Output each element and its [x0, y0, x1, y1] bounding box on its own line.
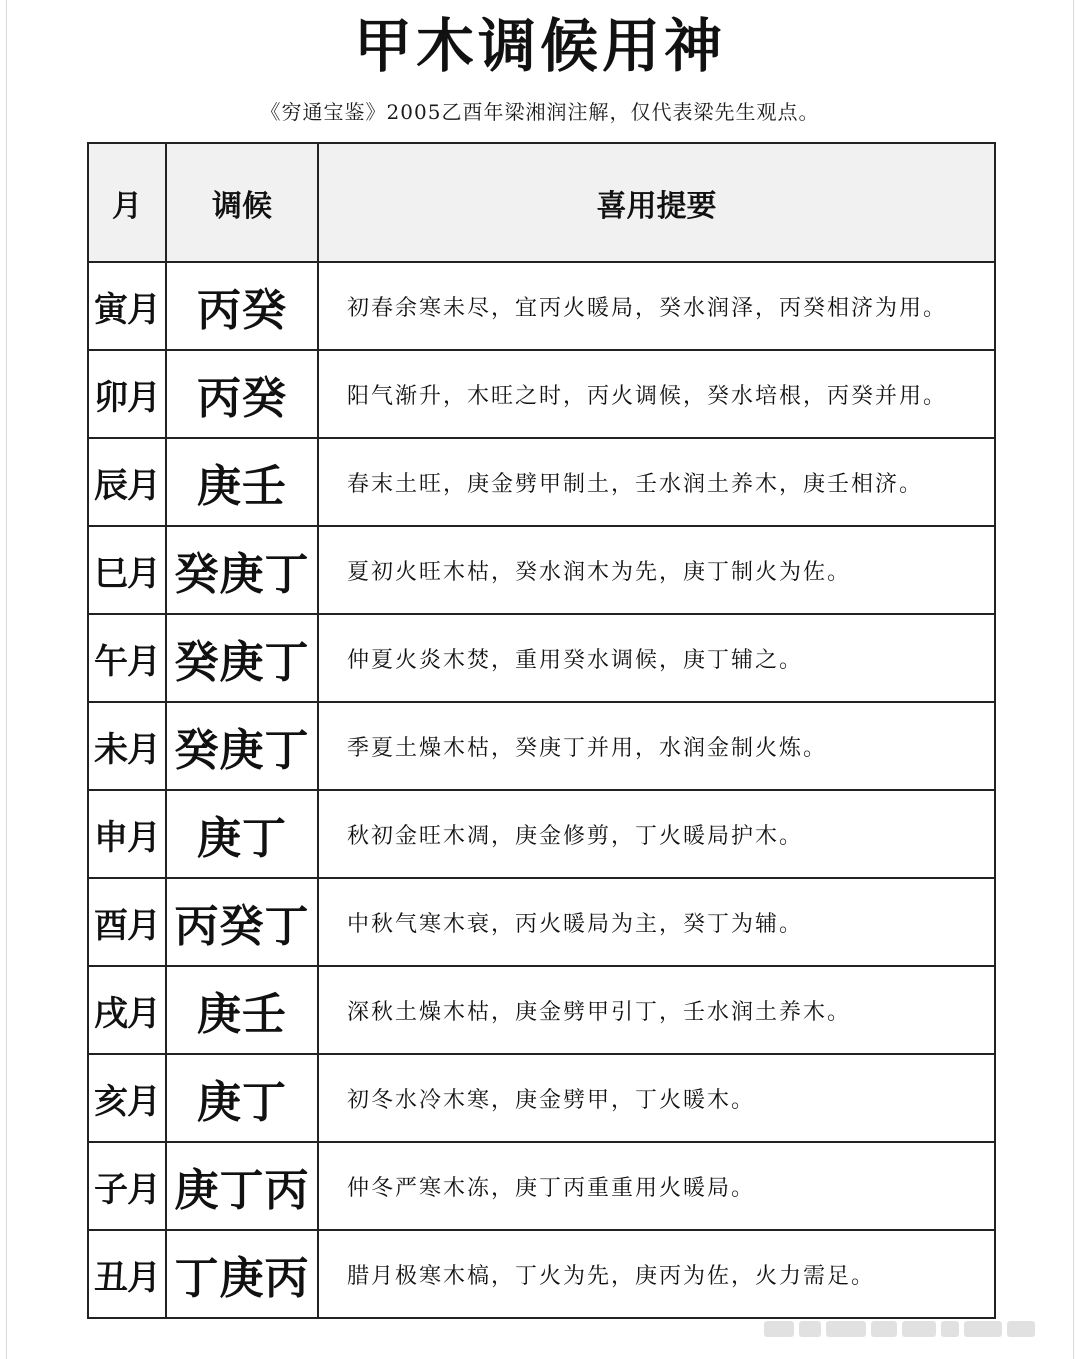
month-cell: 寅月	[88, 262, 166, 350]
table-row	[88, 790, 995, 878]
table-header-row	[88, 143, 995, 262]
table-row	[88, 262, 995, 350]
month-cell: 子月	[88, 1142, 166, 1230]
month-cell: 卯月	[88, 350, 166, 438]
table-row	[88, 1054, 995, 1142]
table-row	[88, 614, 995, 702]
summary-cell: 深秋土燥木枯，庚金劈甲引丁，壬水润土养木。	[318, 966, 995, 1054]
table-row	[88, 526, 995, 614]
tiaohou-cell: 丁庚丙	[166, 1230, 318, 1318]
watermark	[764, 1316, 1054, 1342]
tiaohou-cell: 庚丁	[166, 1054, 318, 1142]
table-row	[88, 1230, 995, 1318]
page-subtitle: 《穷通宝鉴》2005乙酉年梁湘润注解，仅代表梁先生观点。	[260, 100, 820, 124]
month-cell: 午月	[88, 614, 166, 702]
table-row	[88, 966, 995, 1054]
tiaohou-cell: 癸庚丁	[166, 614, 318, 702]
month-cell: 申月	[88, 790, 166, 878]
tiaohou-cell: 庚壬	[166, 438, 318, 526]
tiaohou-cell: 庚丁丙	[166, 1142, 318, 1230]
tiaohou-cell: 丙癸	[166, 350, 318, 438]
tiaohou-cell: 癸庚丁	[166, 702, 318, 790]
table-row	[88, 438, 995, 526]
month-cell: 戌月	[88, 966, 166, 1054]
tiaohou-cell: 癸庚丁	[166, 526, 318, 614]
header-tiaohou: 调候	[166, 143, 318, 262]
summary-cell: 初春余寒未尽，宜丙火暖局，癸水润泽，丙癸相济为用。	[318, 262, 995, 350]
summary-cell: 仲夏火炎木焚，重用癸水调候，庚丁辅之。	[318, 614, 995, 702]
tiaohou-table	[87, 142, 996, 1319]
header-summary: 喜用提要	[318, 143, 995, 262]
month-cell: 丑月	[88, 1230, 166, 1318]
table-row	[88, 350, 995, 438]
tiaohou-cell: 庚壬	[166, 966, 318, 1054]
table-row	[88, 1142, 995, 1230]
page-title: 甲木调候用神	[353, 12, 726, 80]
month-cell: 辰月	[88, 438, 166, 526]
month-cell: 未月	[88, 702, 166, 790]
summary-cell: 腊月极寒木槁，丁火为先，庚丙为佐，火力需足。	[318, 1230, 995, 1318]
header-month: 月	[88, 143, 166, 262]
tiaohou-cell: 丙癸丁	[166, 878, 318, 966]
month-cell: 巳月	[88, 526, 166, 614]
summary-cell: 春末土旺，庚金劈甲制土，壬水润土养木，庚壬相济。	[318, 438, 995, 526]
summary-cell: 季夏土燥木枯，癸庚丁并用，水润金制火炼。	[318, 702, 995, 790]
tiaohou-cell: 庚丁	[166, 790, 318, 878]
month-cell: 酉月	[88, 878, 166, 966]
table-row	[88, 878, 995, 966]
summary-cell: 初冬水冷木寒，庚金劈甲，丁火暖木。	[318, 1054, 995, 1142]
summary-cell: 秋初金旺木凋，庚金修剪，丁火暖局护木。	[318, 790, 995, 878]
summary-cell: 中秋气寒木衰，丙火暖局为主，癸丁为辅。	[318, 878, 995, 966]
summary-cell: 夏初火旺木枯，癸水润木为先，庚丁制火为佐。	[318, 526, 995, 614]
summary-cell: 仲冬严寒木冻，庚丁丙重重用火暖局。	[318, 1142, 995, 1230]
summary-cell: 阳气渐升，木旺之时，丙火调候，癸水培根，丙癸并用。	[318, 350, 995, 438]
tiaohou-cell: 丙癸	[166, 262, 318, 350]
table-row	[88, 702, 995, 790]
month-cell: 亥月	[88, 1054, 166, 1142]
